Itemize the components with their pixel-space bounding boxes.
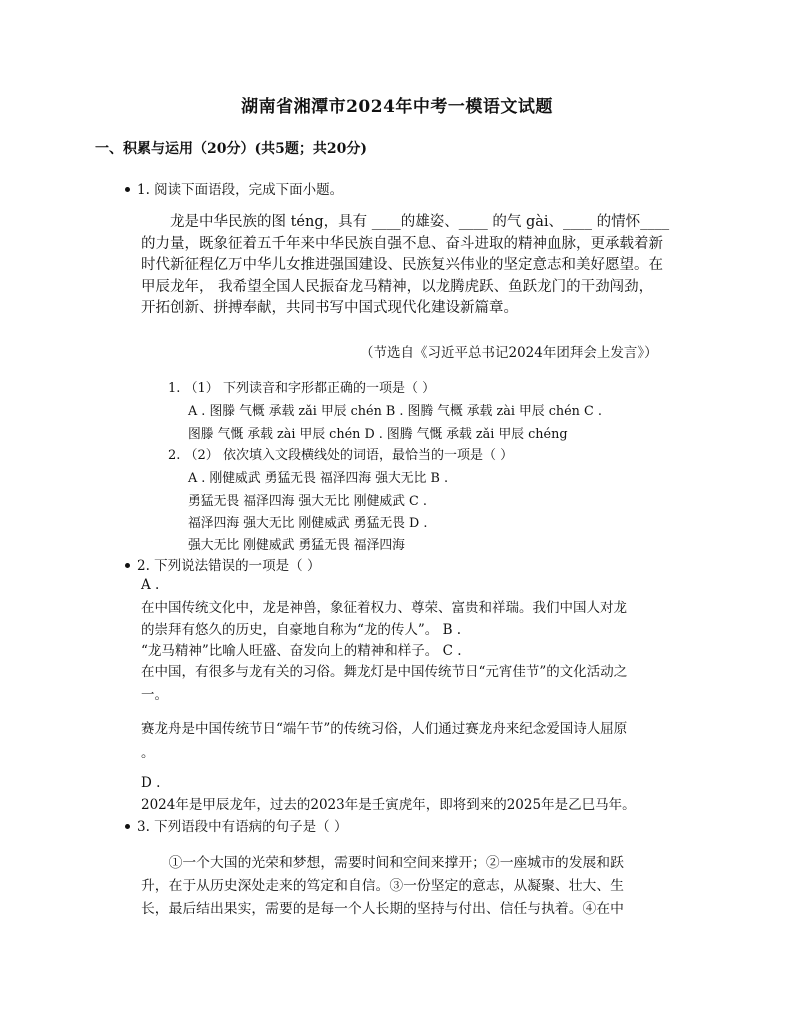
passage-line: 龙是中华民族的图 téng，具有 ____的雄姿、____ 的气 gài、____ 的情怀____ <box>170 214 670 230</box>
subquestion-1-options-line: 图滕 气慨 承载 zài 甲辰 chén D . 图腾 气慨 承载 zǎi 甲辰 chéng <box>188 427 568 442</box>
passage-line: 甲辰龙年， 我希望全国人民振奋龙马精神，以龙腾虎跃、鱼跃龙门的干劲闯劲， <box>141 278 654 295</box>
passage-line: 长，最后结出果实，需要的是每一个人长期的坚持与付出、信任与执着。④在中 <box>141 901 624 917</box>
page-title: 湖南省湘潭市2024年中考一模语文试题 <box>241 97 553 117</box>
question-2-stem <box>125 554 320 574</box>
option-a-line: 的崇拜有悠久的历史，自豪地自称为“龙的传人”。 B . <box>141 622 462 638</box>
option-a-label: A . <box>141 577 160 593</box>
option-c-extra-line: 赛龙舟是中国传统节日“端午节”的传统习俗，人们通过赛龙舟来纪念爱国诗人屈原 <box>141 721 628 737</box>
passage-line: 时代新征程亿万中华儿女推进强国建设、民族复兴伟业的坚定意志和美好愿望。在 <box>141 257 663 273</box>
bullet-icon <box>125 187 130 192</box>
subquestion-1-stem: 1. （1） 下列读音和字形都正确的一项是（ ） <box>168 381 436 396</box>
option-c-line: 在中国，有很多与龙有关的习俗。舞龙灯是中国传统节日“元宵佳节”的文化活动之 <box>141 664 628 680</box>
passage-line: 升，在于从历史深处走来的笃定和自信。③一份坚定的意志，从凝聚、壮大、生 <box>141 878 624 894</box>
passage-line: ①一个大国的光荣和梦想，需要时间和空间来撑开；②一座城市的发展和跃 <box>168 855 624 871</box>
option-c-line: 一。 <box>141 687 168 703</box>
subquestion-2-options-line: A . 刚健威武 勇猛无畏 福泽四海 强大无比 B . <box>188 471 449 486</box>
subquestion-2-options-line: 强大无比 刚健威武 勇猛无畏 福泽四海 <box>188 538 405 553</box>
subquestion-2-options-line: 福泽四海 强大无比 刚健威武 勇猛无畏 D . <box>188 516 428 531</box>
question-2-text: 2. 下列说法错误的一项是（ ） <box>137 558 321 574</box>
bullet-icon <box>125 824 130 829</box>
subquestion-2-stem: 2. （2） 依次填入文段横线处的词语，最恰当的一项是（ ） <box>168 448 514 463</box>
passage-source: （节选自《习近平总书记2024年团拜会上发言》） <box>360 345 658 361</box>
option-d-label: D . <box>141 775 161 791</box>
passage-line: 开拓创新、拼搏奉献，共同书写中国式现代化建设新篇章。 <box>141 300 518 316</box>
bullet-icon <box>125 563 130 568</box>
option-d-line: 2024年是甲辰龙年，过去的2023年是壬寅虎年，即将到来的2025年是乙巳马年。 <box>141 797 636 813</box>
question-1-stem <box>125 178 343 198</box>
section-heading: 一、积累与运用（20分）(共5题；共20分) <box>95 141 367 157</box>
passage <box>141 212 689 320</box>
question-3-text: 3. 下列语段中有语病的句子是（ ） <box>137 819 348 835</box>
option-a-line: 在中国传统文化中，龙是神兽，象征着权力、尊荣、富贵和祥瑞。我们中国人对龙 <box>141 600 627 616</box>
passage-line: 的力量，既象征着五千年来中华民族自强不息、奋斗进取的精神血脉，更承载着新 <box>141 235 663 252</box>
option-c-extra-line: 。 <box>141 745 155 761</box>
option-b-line: “龙马精神”比喻人旺盛、奋发向上的精神和样子。 C . <box>141 643 462 659</box>
question-1-text: 1. 阅读下面语段，完成下面小题。 <box>137 182 344 198</box>
question-3-passage <box>141 852 701 921</box>
question-3-stem <box>125 815 347 835</box>
subquestion-2-options-line: 勇猛无畏 福泽四海 强大无比 刚健威武 C . <box>188 494 427 509</box>
subquestion-1-options-line: A . 图滕 气概 承载 zǎi 甲辰 chén B . 图腾 气概 承载 zài 甲辰 chén C . <box>188 404 602 419</box>
